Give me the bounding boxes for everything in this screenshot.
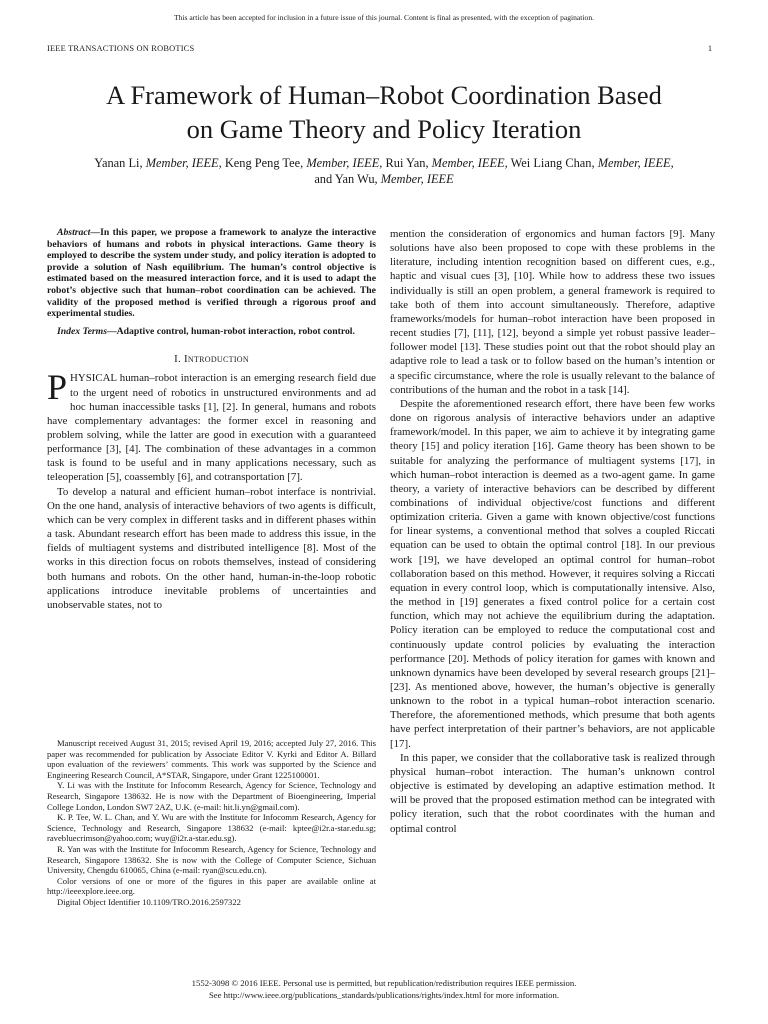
footnote-color: Color versions of one or more of the figures in this paper are available online at http://ieeexplore.ieee.org. [47, 875, 376, 897]
author-tee: Keng Peng Tee, [224, 156, 304, 170]
left-column [47, 227, 376, 612]
footnote-tee-chan-wu: K. P. Tee, W. L. Chan, and Y. Wu are with the Institute for Infocomm Research, Agency for Science, Technology and Research, Singapore 138632 (e-mail: kptee@i2r.a-star.edu.sg; ravebluecrimson@yahoo.com; wuy@i2r.a-star.edu.sg). [47, 812, 376, 844]
title-line-2: on Game Theory and Policy Iteration [186, 114, 582, 144]
index-terms [47, 326, 376, 338]
footnote-doi: Digital Object Identifier 10.1109/TRO.2016.2597322 [57, 896, 241, 907]
author-chan: Wei Liang Chan, [510, 156, 595, 170]
author-line-1 [40, 155, 728, 171]
journal-name: IEEE TRANSACTIONS ON ROBOTICS [47, 44, 195, 53]
index-terms-label: Index Terms [57, 325, 107, 337]
right-paragraph-3: In this paper, we consider that the collaborative task is realized through physical human–robot interaction. The human’s unknown control objective is estimated by developing an adaptive estimation method. It will be proved that the proposed estimation method can be integrated with policy iteration, such that the robot coordinates with the human and optimal control [390, 751, 715, 835]
author-affil: Member, IEEE, [597, 156, 674, 170]
title-line-1: A Framework of Human–Robot Coordination Based [106, 80, 662, 110]
footnote-yan: R. Yan was with the Institute for Infocomm Research, Agency for Science, Technology and Research, Singapore 138632. She is now with the College of Computer Science, Sichuan University, Chengdu 610065, China (e-mail: ryan@scu.edu.cn). [47, 843, 376, 876]
section-heading-introduction [47, 353, 376, 365]
copyright-footer [0, 977, 768, 1001]
author-list [40, 155, 728, 187]
right-paragraph-2: Despite the aforementioned research effort, there have been few works done on rigorous analysis of interactive behaviors under an adaptive framework/model. In this paper, we aim to achieve it by integrating game theory [15] and policy iteration [16]. Game theory has been shown to be suitable for analyzing the performance of multiagent systems [17], in which human–robot interaction is deemed as a two-agent game. In game theory, a variety of interactive behaviors can be described by different combinations of individual objective/cost functions and different optimization criteria. Given a game with known objective/cost functions for linear systems, a conventional method that solves a coupled Riccati equation can be used to obtain the optimal control [18]. In our previous work [19], we have developed an optimal control for human–robot collaboration based on this method. However, it requires solving a Riccati equation in every control loop, which is computationally intensive. Also, the method in [19] generates a fixed control police for a certain cost function, which may not achieve the equilibrium during the adaptation. Policy iteration can be employed to reduce the computational cost and continuously update control policies by evaluating the interaction performance [20]. Methods of policy iteration for games with known and unknown dynamics have been developed by several research groups [21]–[23]. As mentioned above, however, the human’s objective is generally unknown to the robot in a typical human–robot interaction scenario. Therefore, the aforementioned methods, which presume that both agents have perfect interpretation of their partner’s behaviors, are not applicable [17]. [390, 397, 715, 750]
right-paragraph-1: mention the consideration of ergonomics and human factors [9]. Many solutions have also been proposed to cope with these problems in the literature, including intention recognition based on different cues, e.g., haptic and visual cues [3], [10]. While how to address these two issues individually is still an open problem, a general framework is required to take both of them into account simultaneously. Therefore, adaptive frameworks/models for human–robot interaction have been proposed in recent studies [7], [11], [12], beyond a simple yet robust passive leader–follower model [13]. These studies point out that the robot should play an adaptive role to lead a task or to follow based on the human’s intention or a specific circumstance, where the role is usually relevant to the balance of contributions of the human and the robot in a task [14]. [390, 228, 715, 396]
author-yan: Rui Yan, [385, 156, 429, 170]
drop-cap: P [47, 367, 68, 408]
abstract [47, 227, 376, 320]
paper-title [40, 78, 728, 146]
author-affil: Member, IEEE, [306, 156, 383, 170]
index-terms-text: —Adaptive control, human-robot interaction, robot control. [106, 325, 355, 337]
author-line-2 [40, 171, 728, 187]
intro-paragraph-2: To develop a natural and efficient human–robot interface is nontrivial. On the one hand, analysis of interactive behaviors of two agents is difficult, which can be very complex in different tasks and in different phases within a task. Abundant research effort has been made to address this issue, in the fields of multiagent systems and distributed intelligence [8]. Most of the works in this direction focus on robots themselves, instead of considering both humans and robots. On the other hand, human-in-the-loop robotic applications introduce inevitable problems of uncertainties and unobservable states, not to [47, 485, 376, 611]
abstract-label: Abstract [57, 227, 91, 238]
footnotes [47, 738, 376, 908]
drop-cap-continuation: HYSICAL [70, 372, 117, 385]
author-wu: and Yan Wu, [314, 172, 378, 186]
author-affil: Member, IEEE, [431, 156, 508, 170]
abstract-text: —In this paper, we propose a framework to analyze the interactive behaviors of humans and robots in physical interactions. Game theory is employed to describe the system under study, and policy iteration is adopted to provide a solution of Nash equilibrium. The human’s control objective is estimated based on the measured interaction force, and it is used to adapt the robot’s objective such that human–robot coordination can be achieved. The validity of the proposed method is verified through a rigorous proof and experimental studies. [47, 227, 376, 320]
acceptance-notice: This article has been accepted for inclusion in a future issue of this journal. Content is final as presented, with the exception of pagination. [173, 13, 595, 22]
intro-paragraph-1 [47, 367, 376, 484]
right-column [390, 227, 715, 836]
section-number: I. [174, 353, 181, 366]
author-affil: Member, IEEE [380, 172, 454, 186]
section-title: Introduction [183, 353, 249, 366]
intro-paragraph-1-text: human–robot interaction is an emerging research field due to the urgent need of robotics in unstructured environments and ad hoc human inaccessible tasks [1], [2]. In general, humans and robots have complementary advantages: the former excel in reasoning and problem solving, while the latter are good in execution with a guaranteed performance [3], [4]. The combination of these advantages in a common task is found to be useful and in many applications necessary, such as teleoperation [5], coassembly [6], and cotransportation [7]. [47, 372, 376, 484]
rights-link-line: See http://www.ieee.org/publications_standards/publications/rights/index.html for more information. [208, 990, 560, 1000]
author-affil: Member, IEEE, [145, 156, 222, 170]
copyright-line: 1552-3098 © 2016 IEEE. Personal use is permitted, but republication/redistribution requires IEEE permission. [191, 978, 577, 988]
page-number: 1 [707, 44, 712, 53]
footnote-manuscript: Manuscript received August 31, 2015; revised April 19, 2016; accepted July 27, 2016. This paper was recommended for publication by Associate Editor V. Kyrki and Editor A. Billard upon evaluation of the reviewers’ comments. This work was supported by the Science and Engineering Research Council, A*STAR, Singapore, under Grant 1225100001. [47, 738, 376, 780]
author-li: Yanan Li, [94, 156, 143, 170]
footnote-li: Y. Li was with the Institute for Infocomm Research, Agency for Science, Technology and Research, Singapore 138632. He is now with the Department of Bioengineering, Imperial College London, London SW7 2AZ, U.K. (e-mail: hit.li.yn@gmail.com). [47, 780, 376, 812]
